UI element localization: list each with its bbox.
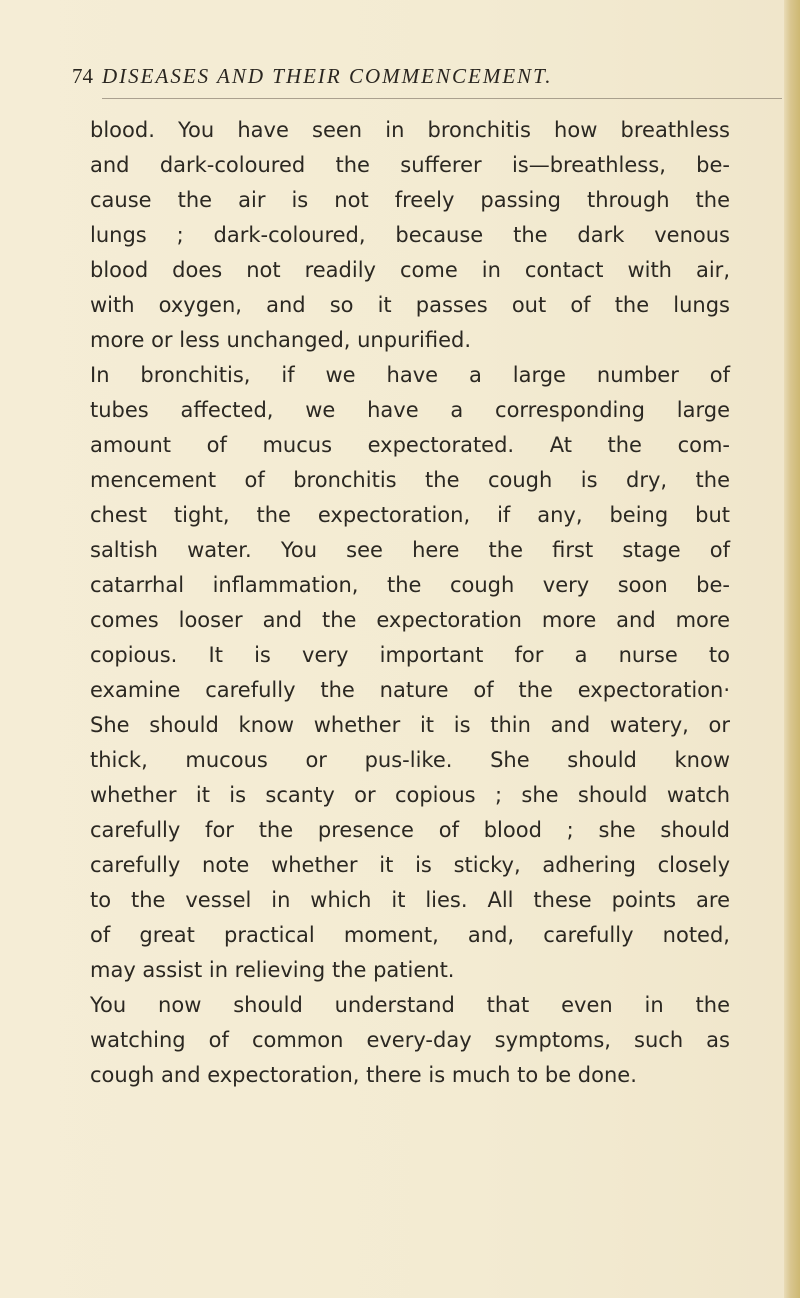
text-line: carefully for the presence of blood ; she should bbox=[90, 818, 730, 842]
text-line: You now should understand that even in the bbox=[90, 993, 730, 1017]
text-line: cause the air is not freely passing through the bbox=[90, 188, 730, 212]
running-head bbox=[72, 58, 712, 98]
text-line: with oxygen, and so it passes out of the lungs bbox=[90, 293, 730, 317]
text-line: saltish water. You see here the first stage of bbox=[90, 538, 730, 562]
text-line: copious. It is very important for a nurse to bbox=[90, 643, 730, 667]
text-line: carefully note whether it is sticky, adhering closely bbox=[90, 853, 730, 877]
text-line: may assist in relieving the patient. bbox=[90, 958, 455, 982]
text-line: thick, mucous or pus-like. She should know bbox=[90, 748, 730, 772]
page-number: 74 bbox=[72, 64, 93, 88]
text-line: to the vessel in which it lies. All these points are bbox=[90, 888, 730, 912]
text-line: and dark-coloured the sufferer is—breathless, be- bbox=[90, 153, 730, 177]
header-rule bbox=[102, 98, 782, 99]
text-line: chest tight, the expectoration, if any, being but bbox=[90, 503, 730, 527]
text-line: She should know whether it is thin and watery, or bbox=[90, 713, 730, 737]
text-line: amount of mucus expectorated. At the com- bbox=[90, 433, 730, 457]
text-line: blood. You have seen in bronchitis how breathless bbox=[90, 118, 730, 142]
running-head-title: DISEASES AND THEIR COMMENCEMENT. bbox=[102, 64, 553, 88]
text-line: cough and expectoration, there is much to be done. bbox=[90, 1063, 637, 1087]
text-line: comes looser and the expectoration more and more bbox=[90, 608, 730, 632]
text-line: blood does not readily come in contact with air, bbox=[90, 258, 730, 282]
text-line: watching of common every-day symptoms, such as bbox=[90, 1028, 730, 1052]
text-line: tubes affected, we have a corresponding large bbox=[90, 398, 730, 422]
page-edge bbox=[784, 0, 800, 1298]
text-line: of great practical moment, and, carefully noted, bbox=[90, 923, 730, 947]
body-text bbox=[90, 113, 730, 1093]
text-line: In bronchitis, if we have a large number of bbox=[90, 363, 730, 387]
text-line: whether it is scanty or copious ; she should watch bbox=[90, 783, 730, 807]
text-line: examine carefully the nature of the expectoration· bbox=[90, 678, 730, 702]
text-line: more or less unchanged, unpurified. bbox=[90, 328, 472, 352]
text-line: lungs ; dark-coloured, because the dark venous bbox=[90, 223, 730, 247]
text-line: catarrhal inflammation, the cough very soon be- bbox=[90, 573, 730, 597]
text-line: mencement of bronchitis the cough is dry, the bbox=[90, 468, 730, 492]
